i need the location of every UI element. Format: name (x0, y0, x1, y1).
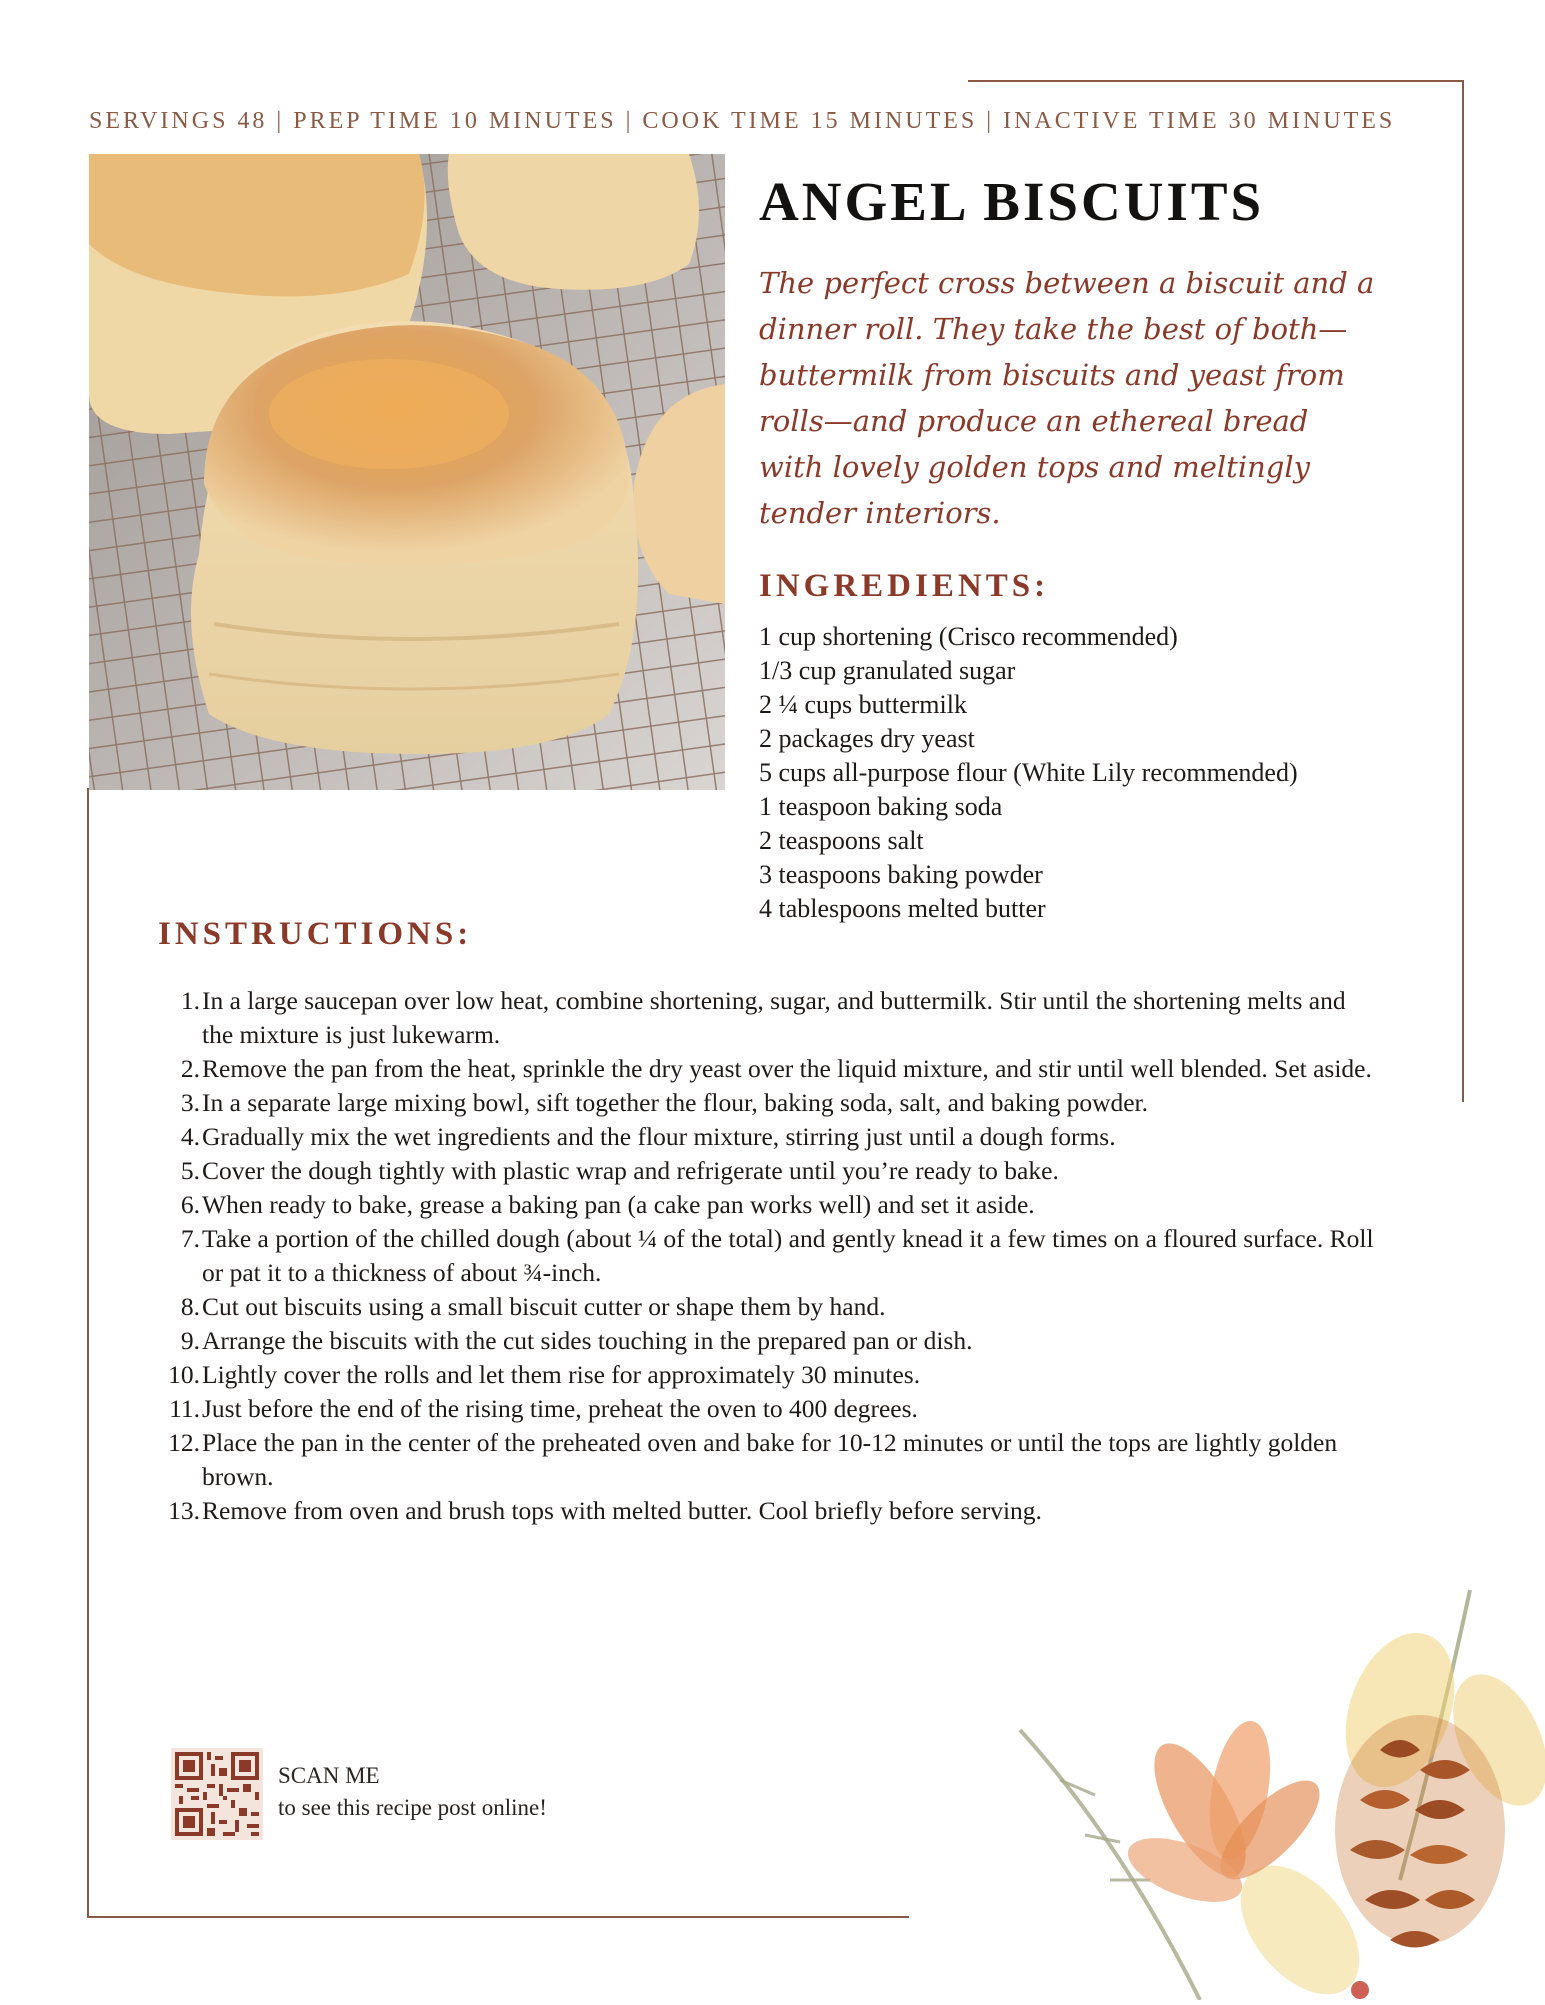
instruction-step (162, 1052, 1382, 1086)
step-text: Take a portion of the chilled dough (about ¼ of the total) and gently knead it a few times on a floured surface. Roll or pat it to a thickness of about ¾-inch. (202, 1224, 1374, 1287)
step-number: 4. (180, 1122, 200, 1151)
instruction-step (162, 1290, 1382, 1324)
ingredient-item: 1 cup shortening (Crisco recommended) (759, 622, 1178, 651)
instruction-step (162, 1222, 1382, 1290)
ingredients-list (759, 620, 1419, 926)
step-text: Just before the end of the rising time, preheat the oven to 400 degrees. (202, 1394, 918, 1423)
ingredient-item: 1/3 cup granulated sugar (759, 656, 1016, 685)
instruction-step (162, 1426, 1382, 1494)
step-text: In a large saucepan over low heat, combine shortening, sugar, and buttermilk. Stir until the shortening melts and the mixture is just lukewarm. (202, 986, 1346, 1049)
instruction-step (162, 984, 1382, 1052)
frame-line-bottom (87, 1916, 909, 1918)
step-text: Cover the dough tightly with plastic wrap and refrigerate until you’re ready to bake. (202, 1156, 1059, 1185)
step-number: 1. (180, 986, 200, 1015)
step-text: Lightly cover the rolls and let them rise for approximately 30 minutes. (202, 1360, 921, 1389)
instruction-step (162, 1188, 1382, 1222)
ingredient-item: 1 teaspoon baking soda (759, 792, 1003, 821)
step-number: 11. (169, 1394, 200, 1423)
scan-me-title: SCAN ME (278, 1763, 380, 1788)
scan-me-subtitle: to see this recipe post online! (278, 1795, 547, 1820)
instruction-step (162, 1494, 1382, 1528)
instruction-step (162, 1324, 1382, 1358)
frame-line-left (87, 788, 89, 1918)
instruction-step (162, 1154, 1382, 1188)
step-number: 2. (180, 1054, 200, 1083)
ingredient-item: 5 cups all-purpose flour (White Lily recommended) (759, 758, 1298, 787)
instruction-step (162, 1120, 1382, 1154)
step-number: 9. (180, 1326, 200, 1355)
step-text: In a separate large mixing bowl, sift together the flour, baking soda, salt, and baking powder. (202, 1088, 1149, 1117)
step-number: 10. (168, 1360, 200, 1389)
step-number: 12. (168, 1428, 200, 1457)
frame-line-top (968, 80, 1464, 82)
step-text: Arrange the biscuits with the cut sides touching in the prepared pan or dish. (202, 1326, 973, 1355)
floral-pinecone-decoration (1000, 1580, 1545, 2000)
ingredients-heading: INGREDIENTS: (759, 568, 1050, 604)
instructions-heading: INSTRUCTIONS: (158, 916, 473, 952)
instruction-step (162, 1392, 1382, 1426)
instruction-step (162, 1086, 1382, 1120)
instruction-step (162, 1358, 1382, 1392)
step-number: 8. (180, 1292, 200, 1321)
ingredient-item: 2 packages dry yeast (759, 724, 975, 753)
ingredient-item: 3 teaspoons baking powder (759, 860, 1043, 889)
ingredient-item: 2 teaspoons salt (759, 826, 924, 855)
step-text: When ready to bake, grease a baking pan (a cake pan works well) and set it aside. (202, 1190, 1035, 1219)
biscuit-photo (89, 154, 725, 790)
step-text: Gradually mix the wet ingredients and the flour mixture, stirring just until a dough forms. (202, 1122, 1116, 1151)
ingredient-item: 2 ¼ cups buttermilk (759, 690, 967, 719)
step-text: Remove the pan from the heat, sprinkle the dry yeast over the liquid mixture, and stir until well blended. Set aside. (202, 1054, 1372, 1083)
frame-line-right (1462, 80, 1464, 1102)
instructions-list (162, 984, 1382, 1528)
step-number: 7. (180, 1224, 200, 1253)
recipe-meta-line: SERVINGS 48 | PREP TIME 10 MINUTES | COOK TIME 15 MINUTES | INACTIVE TIME 30 MINUTES (89, 108, 1396, 134)
qr-code-icon[interactable] (171, 1748, 263, 1840)
step-text: Remove from oven and brush tops with melted butter. Cool briefly before serving. (202, 1496, 1042, 1525)
recipe-title: ANGEL BISCUITS (759, 171, 1265, 232)
recipe-tagline: The perfect cross between a biscuit and a dinner roll. They take the best of both—buttermilk from biscuits and yeast from rolls—and produce an ethereal bread with lovely golden tops and meltingly tender interiors. (759, 266, 1375, 530)
step-text: Cut out biscuits using a small biscuit cutter or shape them by hand. (202, 1292, 886, 1321)
step-number: 3. (180, 1088, 200, 1117)
step-number: 6. (180, 1190, 200, 1219)
step-number: 13. (168, 1496, 200, 1525)
step-text: Place the pan in the center of the preheated oven and bake for 10-12 minutes or until the tops are lightly golden brown. (202, 1428, 1338, 1491)
step-number: 5. (180, 1156, 200, 1185)
ingredient-item: 4 tablespoons melted butter (759, 894, 1046, 923)
